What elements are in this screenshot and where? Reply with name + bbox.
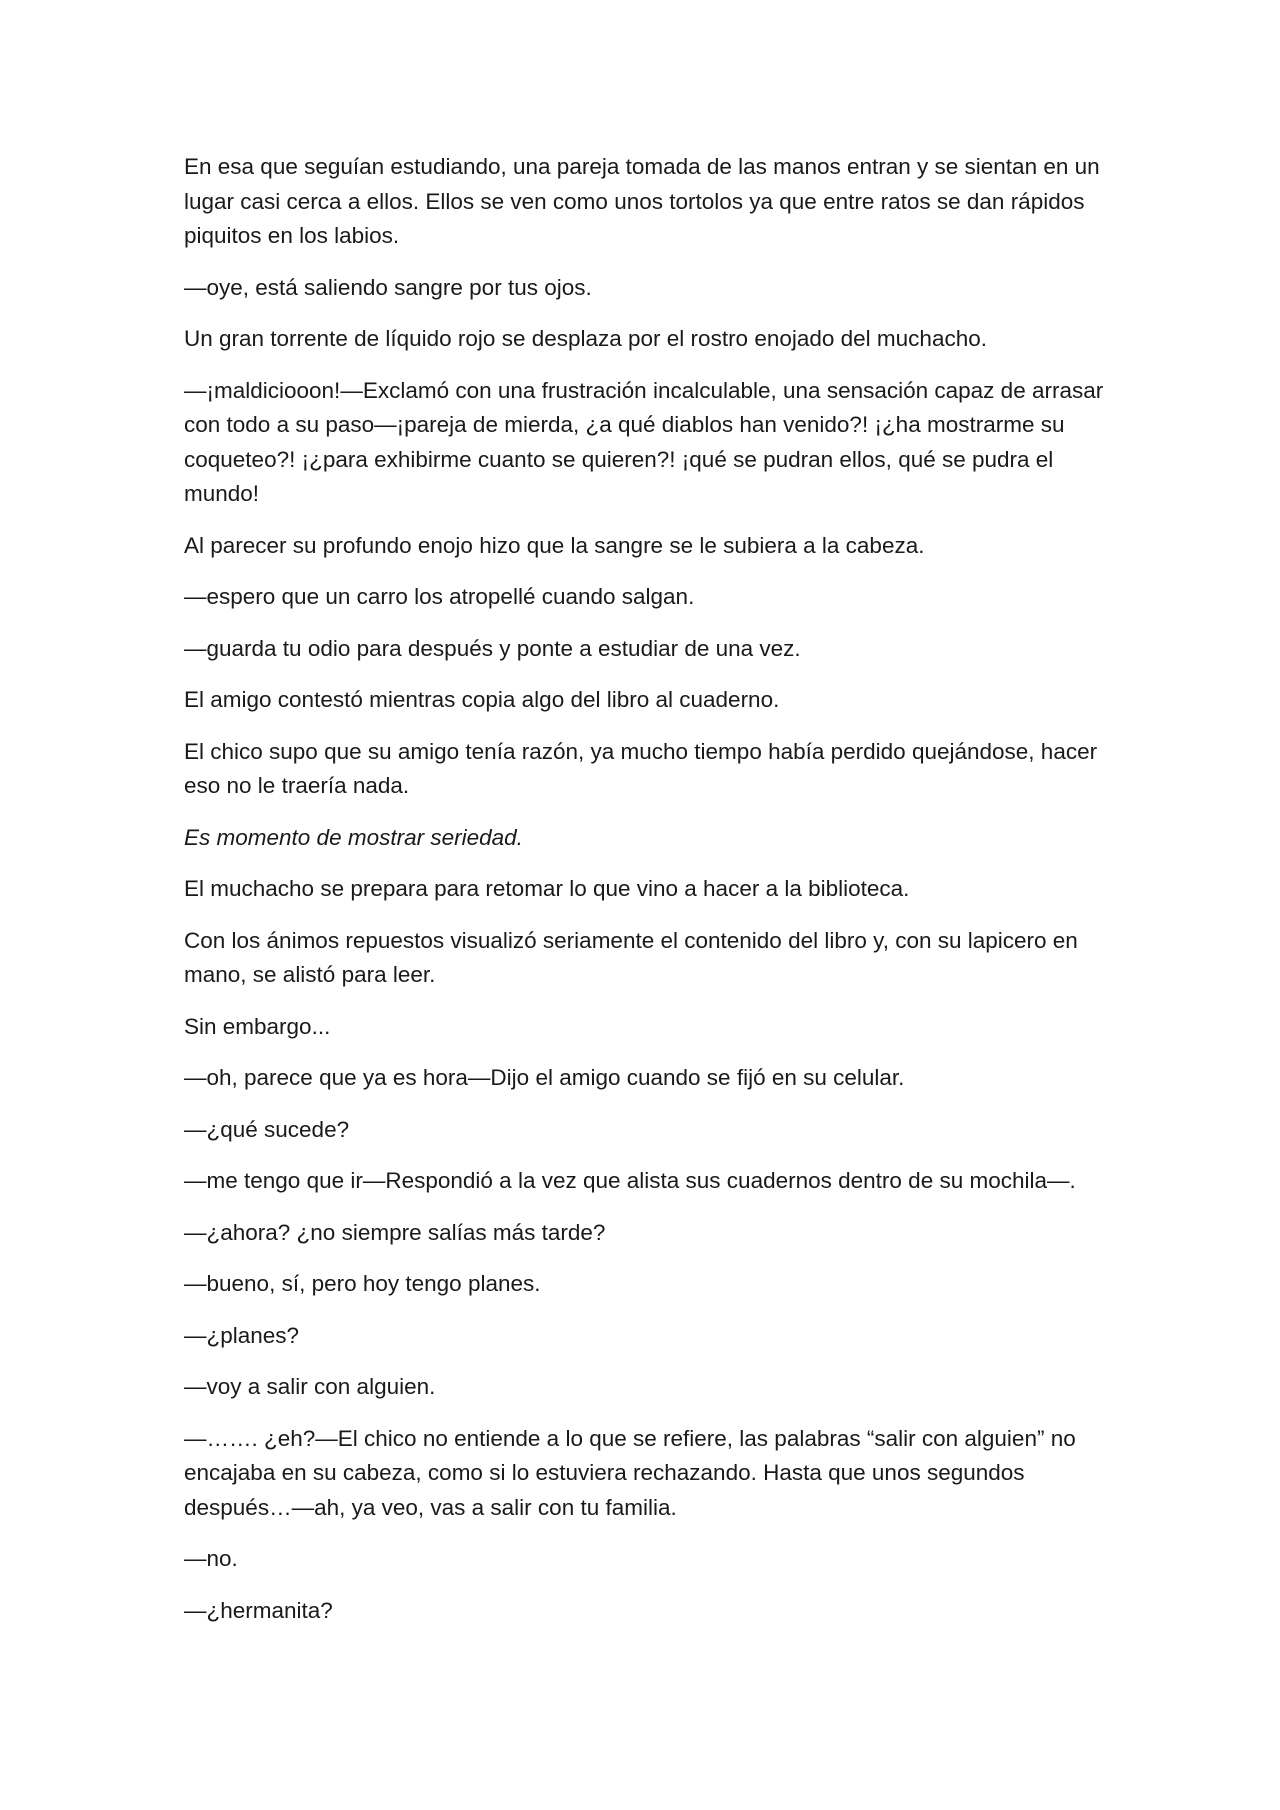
paragraph: —¡maldiciooon!—Exclamó con una frustración incalculable, una sensación capaz de arrasar con todo a su paso—¡pareja de mierda, ¿a qué diablos han venido?! ¡¿ha mostrarme su coqueteo?! ¡¿para exhibirme cuanto se quieren?! ¡qué se pudran ellos, qué se pudra el mundo! [184, 377, 1104, 506]
paragraph: —me tengo que ir—Respondió a la vez que alista sus cuadernos dentro de su mochila—. [184, 1168, 1076, 1193]
paragraph: —no. [184, 1546, 238, 1571]
paragraph: —bueno, sí, pero hoy tengo planes. [184, 1271, 541, 1296]
paragraph-italic: Es momento de mostrar seriedad. [184, 824, 523, 850]
paragraph: Sin embargo... [184, 1013, 331, 1039]
paragraph: Un gran torrente de líquido rojo se desplaza por el rostro enojado del muchacho. [184, 326, 987, 351]
paragraph: —¿qué sucede? [184, 1116, 350, 1142]
paragraph: —¿planes? [184, 1322, 300, 1348]
paragraph: —oh, parece que ya es hora—Dijo el amigo cuando se fijó en su celular. [184, 1065, 905, 1090]
paragraph: —……. ¿eh?—El chico no entiende a lo que se refiere, las palabras “salir con alguien” no encajaba en su cabeza, como si lo estuviera rechazando. Hasta que unos segundos después…—ah, ya veo, vas a salir con tu familia. [184, 1425, 1076, 1520]
document-body [184, 150, 1104, 1645]
paragraph: —¿ahora? ¿no siempre salías más tarde? [184, 1219, 606, 1245]
paragraph: El amigo contestó mientras copia algo del libro al cuaderno. [184, 687, 780, 712]
paragraph: El muchacho se prepara para retomar lo que vino a hacer a la biblioteca. [184, 876, 910, 901]
paragraph: En esa que seguían estudiando, una pareja tomada de las manos entran y se sientan en un lugar casi cerca a ellos. Ellos se ven como unos tortolos ya que entre ratos se dan rápidos piquitos en los labios. [184, 154, 1100, 248]
paragraph: —oye, está saliendo sangre por tus ojos. [184, 274, 592, 300]
paragraph: El chico supo que su amigo tenía razón, ya mucho tiempo había perdido quejándose, hacer eso no le traería nada. [184, 738, 1098, 798]
paragraph: —¿hermanita? [184, 1597, 333, 1623]
paragraph: —espero que un carro los atropellé cuando salgan. [184, 584, 695, 609]
paragraph: Al parecer su profundo enojo hizo que la sangre se le subiera a la cabeza. [184, 532, 925, 558]
paragraph: —guarda tu odio para después y ponte a estudiar de una vez. [184, 635, 801, 661]
paragraph: Con los ánimos repuestos visualizó seriamente el contenido del libro y, con su lapicero en mano, se alistó para leer. [184, 927, 1078, 987]
paragraph: —voy a salir con alguien. [184, 1374, 436, 1399]
